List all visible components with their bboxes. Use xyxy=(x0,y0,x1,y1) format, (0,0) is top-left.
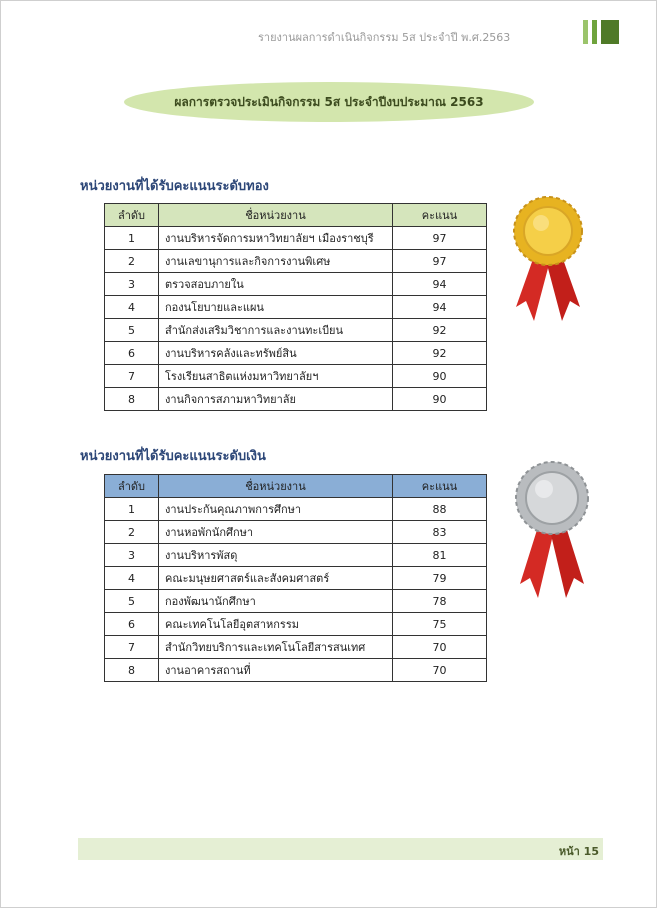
rank-cell: 4 xyxy=(105,296,159,319)
unit-name-cell: สำนักส่งเสริมวิชาการและงานทะเบียน xyxy=(159,319,393,342)
table-row xyxy=(105,296,487,319)
score-cell: 97 xyxy=(393,250,487,273)
silver-medal-shine xyxy=(535,480,553,498)
header-bar-dark xyxy=(601,20,619,44)
rank-cell: 7 xyxy=(105,365,159,388)
gold-table-body xyxy=(105,227,487,411)
unit-name-cell: ตรวจสอบภายใน xyxy=(159,273,393,296)
unit-name-cell: คณะมนุษยศาสตร์และสังคมศาสตร์ xyxy=(159,567,393,590)
rank-cell: 6 xyxy=(105,613,159,636)
rank-cell: 8 xyxy=(105,388,159,411)
score-cell: 94 xyxy=(393,296,487,319)
column-header-rank: ลำดับ xyxy=(105,475,159,498)
gold-medal-icon xyxy=(508,193,588,333)
unit-name-cell: งานอาคารสถานที่ xyxy=(159,659,393,682)
rank-cell: 2 xyxy=(105,250,159,273)
rank-cell: 1 xyxy=(105,227,159,250)
score-cell: 70 xyxy=(393,659,487,682)
rank-cell: 1 xyxy=(105,498,159,521)
table-row xyxy=(105,319,487,342)
unit-name-cell: คณะเทคโนโลยีอุตสาหกรรม xyxy=(159,613,393,636)
score-cell: 92 xyxy=(393,319,487,342)
header-bar-light xyxy=(583,20,588,44)
score-cell: 70 xyxy=(393,636,487,659)
score-cell: 78 xyxy=(393,590,487,613)
report-header-title: รายงานผลการดำเนินกิจกรรม 5ส ประจำปี พ.ศ.2563 xyxy=(258,31,511,44)
score-cell: 79 xyxy=(393,567,487,590)
table-row xyxy=(105,659,487,682)
column-header-score: คะแนน xyxy=(393,204,487,227)
rank-cell: 8 xyxy=(105,659,159,682)
unit-name-cell: งานหอพักนักศึกษา xyxy=(159,521,393,544)
table-row xyxy=(105,227,487,250)
footer-bar xyxy=(78,838,603,860)
column-header-score: คะแนน xyxy=(393,475,487,498)
unit-name-cell: กองพัฒนานักศึกษา xyxy=(159,590,393,613)
gold-table xyxy=(104,203,487,411)
column-header-unit-name: ชื่อหน่วยงาน xyxy=(159,475,393,498)
unit-name-cell: งานกิจการสภามหาวิทยาลัย xyxy=(159,388,393,411)
silver-medal-face xyxy=(526,472,578,524)
silver-section-heading: หน่วยงานที่ได้รับคะแนนระดับเงิน xyxy=(80,449,266,464)
table-row xyxy=(105,273,487,296)
unit-name-cell: โรงเรียนสาธิตแห่งมหาวิทยาลัยฯ xyxy=(159,365,393,388)
silver-table-body xyxy=(105,498,487,682)
rank-cell: 6 xyxy=(105,342,159,365)
score-cell: 75 xyxy=(393,613,487,636)
rank-cell: 5 xyxy=(105,319,159,342)
table-row xyxy=(105,388,487,411)
score-cell: 92 xyxy=(393,342,487,365)
page-title-banner xyxy=(124,82,534,122)
unit-name-cell: งานบริหารพัสดุ xyxy=(159,544,393,567)
unit-name-cell: กองนโยบายและแผน xyxy=(159,296,393,319)
rank-cell: 3 xyxy=(105,273,159,296)
header-bar-mid xyxy=(592,20,597,44)
silver-table-header-row xyxy=(105,475,487,498)
table-row xyxy=(105,613,487,636)
table-row xyxy=(105,250,487,273)
gold-table-header-row xyxy=(105,204,487,227)
unit-name-cell: งานเลขานุการและกิจการงานพิเศษ xyxy=(159,250,393,273)
table-row xyxy=(105,342,487,365)
unit-name-cell: งานประกันคุณภาพการศึกษา xyxy=(159,498,393,521)
column-header-unit-name: ชื่อหน่วยงาน xyxy=(159,204,393,227)
table-row xyxy=(105,590,487,613)
unit-name-cell: งานบริหารคลังและทรัพย์สิน xyxy=(159,342,393,365)
table-row xyxy=(105,567,487,590)
column-header-rank: ลำดับ xyxy=(105,204,159,227)
table-row xyxy=(105,521,487,544)
silver-medal-icon xyxy=(512,458,592,603)
page-title: ผลการตรวจประเมินกิจกรรม 5ส ประจำปีงบประมาณ 2563 xyxy=(174,94,484,109)
rank-cell: 3 xyxy=(105,544,159,567)
table-row xyxy=(105,365,487,388)
gold-medal-shine xyxy=(533,215,549,231)
unit-name-cell: งานบริหารจัดการมหาวิทยาลัยฯ เมืองราชบุรี xyxy=(159,227,393,250)
table-row xyxy=(105,544,487,567)
score-cell: 97 xyxy=(393,227,487,250)
gold-medal-face xyxy=(524,207,572,255)
score-cell: 81 xyxy=(393,544,487,567)
unit-name-cell: สำนักวิทยบริการและเทคโนโลยีสารสนเทศ xyxy=(159,636,393,659)
page-number: หน้า 15 xyxy=(558,845,599,858)
rank-cell: 5 xyxy=(105,590,159,613)
score-cell: 90 xyxy=(393,388,487,411)
rank-cell: 4 xyxy=(105,567,159,590)
score-cell: 83 xyxy=(393,521,487,544)
score-cell: 90 xyxy=(393,365,487,388)
rank-cell: 7 xyxy=(105,636,159,659)
score-cell: 94 xyxy=(393,273,487,296)
rank-cell: 2 xyxy=(105,521,159,544)
table-row xyxy=(105,498,487,521)
score-cell: 88 xyxy=(393,498,487,521)
gold-section-heading: หน่วยงานที่ได้รับคะแนนระดับทอง xyxy=(80,179,269,194)
silver-table xyxy=(104,474,487,682)
table-row xyxy=(105,636,487,659)
